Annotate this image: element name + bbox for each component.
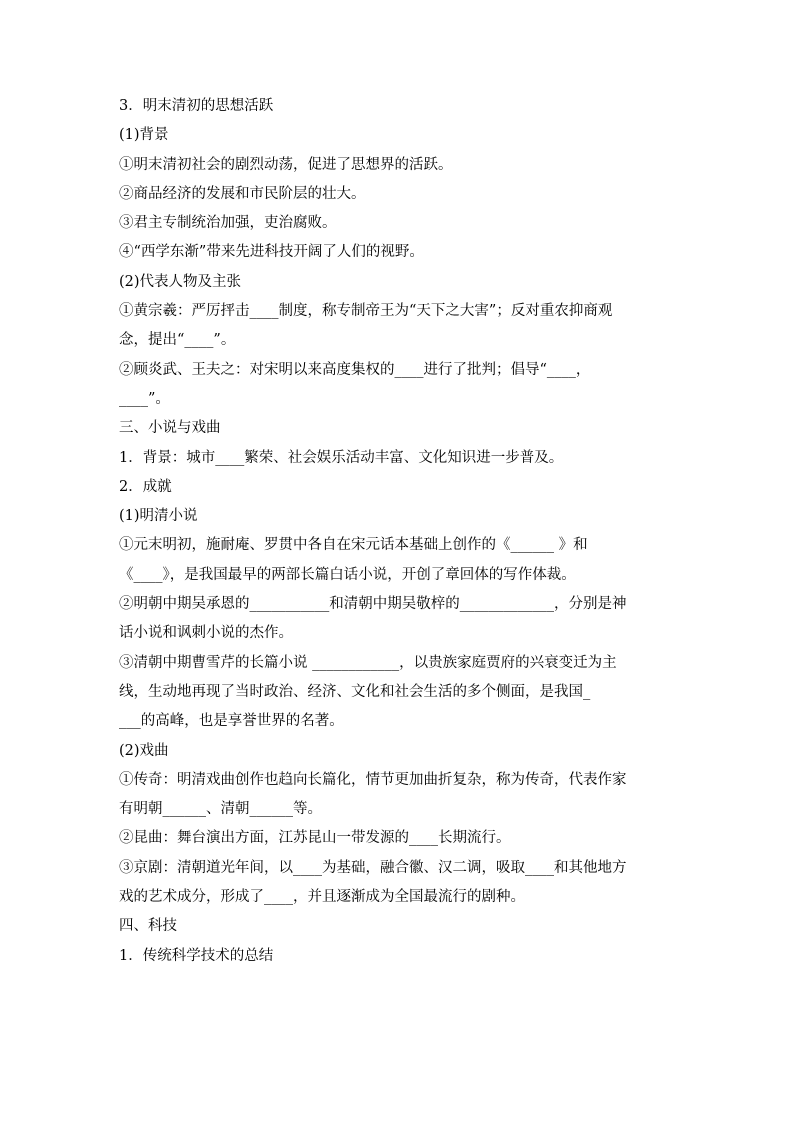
text-line: ③京剧：清朝道光年间，以____为基础，融合徽、汉二调，吸取____和其他地方 <box>119 859 627 876</box>
text-line: ①黄宗羲：严厉抨击____制度，称专制帝王为“天下之大害”；反对重农抑商观 <box>119 303 613 320</box>
text-line: 念，提出“____”。 <box>119 332 236 349</box>
text-line: ③清朝中期曹雪芹的长篇小说 ____________，以贵族家庭贾府的兴衰变迁为主 <box>119 654 617 671</box>
subsection-heading: (2)戏曲 <box>119 742 169 759</box>
text-line: 线，生动地再现了当时政治、经济、文化和社会生活的多个侧面，是我国_ <box>119 683 591 700</box>
text-line: ④“西学东渐”带来先进科技开阔了人们的视野。 <box>119 244 424 261</box>
subsection-heading: (1)背景 <box>119 127 169 144</box>
section-heading: 2．成就 <box>119 478 172 495</box>
text-line: ③君主专制统治加强，吏治腐败。 <box>119 215 337 232</box>
section-heading: 1．传统科学技术的总结 <box>119 947 274 964</box>
subsection-heading: (2)代表人物及主张 <box>119 273 242 290</box>
text-line: ①传奇：明清戏曲创作也趋向长篇化，情节更加曲折复杂，称为传奇，代表作家 <box>119 771 627 788</box>
text-line: ②明朝中期吴承恩的___________和清朝中期吴敬梓的_____________，分别是神 <box>119 596 627 613</box>
text-line: 戏的艺术成分，形成了____，并且逐渐成为全国最流行的剧种。 <box>119 889 525 906</box>
text-line: 1．背景：城市____繁荣、社会娱乐活动丰富、文化知识进一步普及。 <box>119 449 564 466</box>
subsection-heading: (1)明清小说 <box>119 508 198 525</box>
chapter-heading: 三、小说与戏曲 <box>119 420 221 437</box>
text-line: ___的高峰，也是享誉世界的名著。 <box>119 713 344 730</box>
text-line: ____”。 <box>119 390 170 407</box>
text-line: 话小说和讽刺小说的杰作。 <box>119 625 293 642</box>
section-heading: 3．明末清初的思想活跃 <box>119 98 274 114</box>
text-line: ②顾炎武、王夫之：对宋明以来高度集权的____进行了批判；倡导“____， <box>119 361 591 378</box>
text-line: 《____》，是我国最早的两部长篇白话小说，开创了章回体的写作体裁。 <box>119 566 576 583</box>
text-line: ①明末清初社会的剧烈动荡，促进了思想界的活跃。 <box>119 156 453 173</box>
text-line: ②商品经济的发展和市民阶层的壮大。 <box>119 185 366 202</box>
text-line: 有明朝______、清朝______等。 <box>119 801 322 818</box>
chapter-heading: 四、科技 <box>119 918 177 935</box>
text-line: ①元末明初，施耐庵、罗贯中各自在宋元话本基础上创作的《______ 》和 <box>119 537 588 554</box>
text-line: ②昆曲：舞台演出方面，江苏昆山一带发源的____长期流行。 <box>119 830 511 847</box>
